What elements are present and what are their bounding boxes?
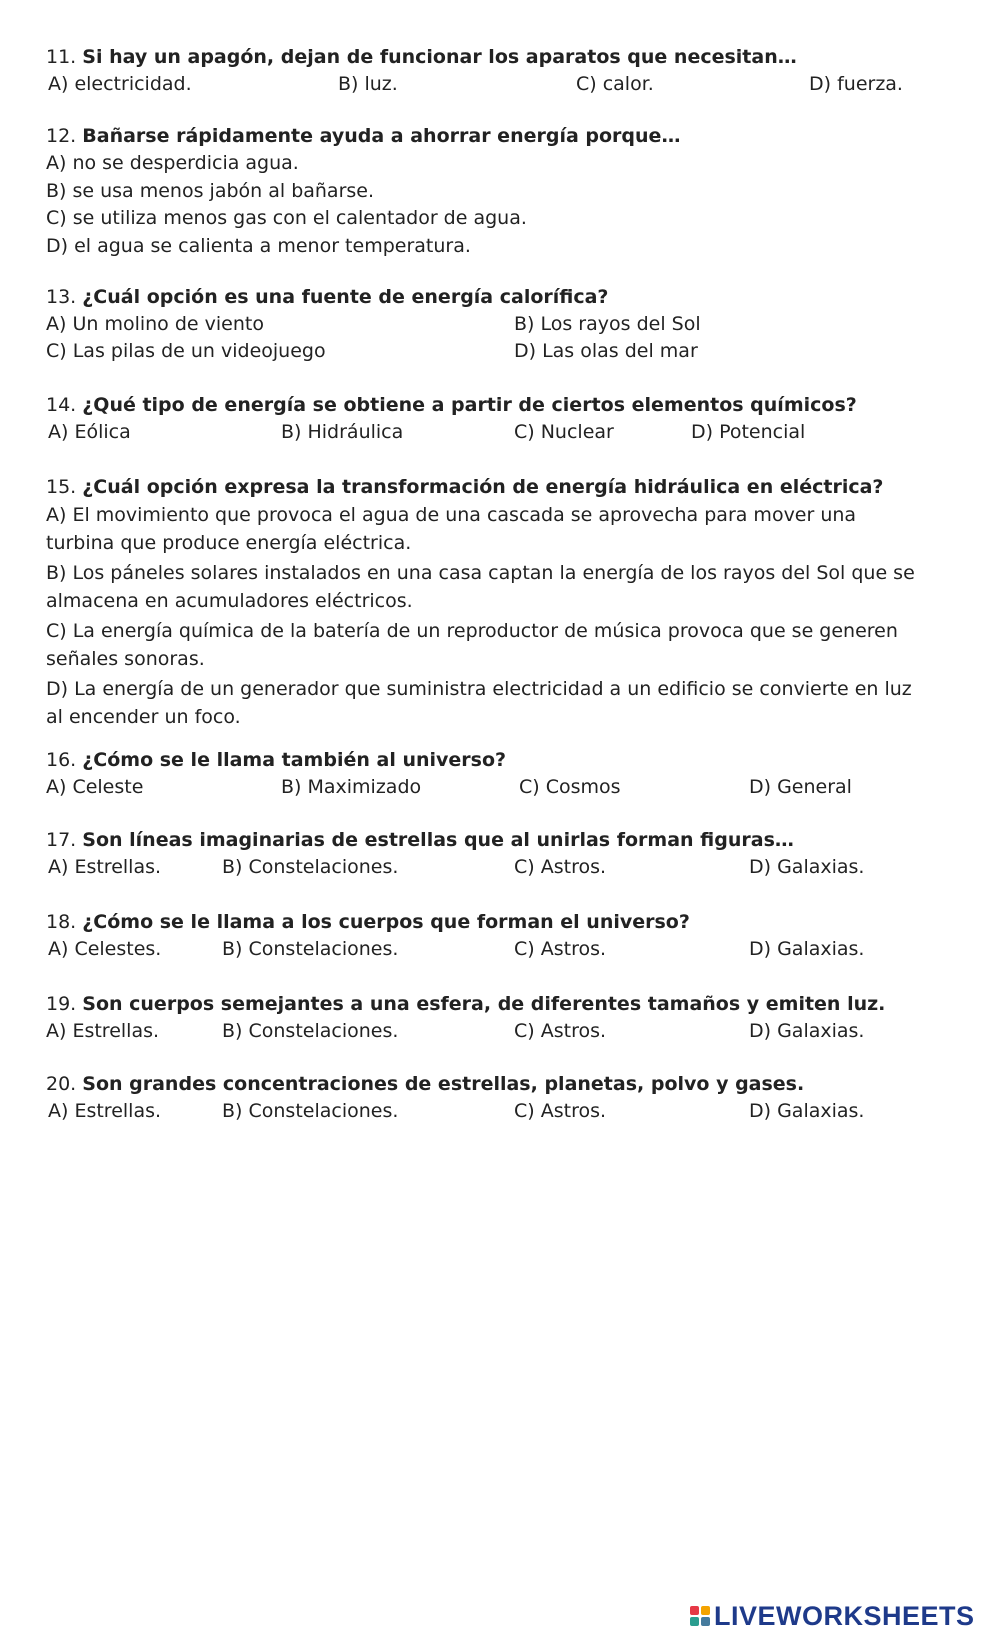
option-d: D) Potencial (691, 421, 806, 443)
option-c: C) se utiliza menos gas con el calentador de agua. (46, 207, 527, 229)
option-c: C) Nuclear (514, 421, 614, 443)
question-text: ¿Qué tipo de energía se obtiene a partir de ciertos elementos químicos? (82, 394, 857, 416)
option-c: C) Las pilas de un videojuego (46, 340, 326, 362)
question-12 (46, 123, 926, 260)
option-b: B) se usa menos jabón al bañarse. (46, 179, 375, 202)
question-number: 11. (46, 46, 77, 68)
question-number: 18. (46, 911, 77, 933)
option-b: B) Constelaciones. (222, 856, 399, 878)
question-20 (46, 1071, 926, 1125)
option-a: A) Celestes. (48, 938, 162, 960)
option-d: D) Galaxias. (749, 1020, 865, 1042)
option-c: C) La energía química de la batería de un reproductor de música provoca que se generen señales sonoras. (46, 620, 898, 670)
option-b: B) luz. (338, 73, 398, 95)
option-a: A) Estrellas. (46, 1020, 160, 1042)
option-c: C) Cosmos (519, 776, 621, 798)
question-19 (46, 991, 926, 1045)
question-13 (46, 284, 926, 365)
option-c: C) calor. (576, 73, 654, 95)
option-a: A) no se desperdicia agua. (46, 152, 299, 174)
question-number: 16. (46, 749, 77, 771)
option-b: B) Maximizado (281, 776, 422, 798)
question-number: 13. (46, 286, 77, 308)
option-d: D) fuerza. (809, 73, 903, 95)
question-text: Son líneas imaginarias de estrellas que al unirlas forman figuras… (82, 829, 794, 851)
option-a: A) Celeste (46, 776, 144, 798)
option-d: D) Galaxias. (749, 856, 865, 878)
question-number: 20. (46, 1073, 77, 1095)
question-text: Si hay un apagón, dejan de funcionar los aparatos que necesitan… (82, 46, 797, 68)
option-d: D) Las olas del mar (514, 340, 698, 362)
option-a: A) Estrellas. (48, 1100, 162, 1122)
option-a: A) Un molino de viento (46, 313, 264, 335)
logo-grid-icon (690, 1606, 710, 1626)
option-d: D) La energía de un generador que suministra electricidad a un edificio se convierte en luz al encender un foco. (46, 678, 912, 728)
option-d: D) Galaxias. (749, 938, 865, 960)
question-text: Son cuerpos semejantes a una esfera, de diferentes tamaños y emiten luz. (82, 993, 886, 1015)
option-c: C) Astros. (514, 1100, 607, 1122)
option-b: B) Los rayos del Sol (514, 313, 701, 335)
liveworksheets-logo (690, 1600, 975, 1632)
option-d: D) General (749, 776, 852, 798)
question-text: Bañarse rápidamente ayuda a ahorrar energía porque… (82, 125, 681, 147)
question-text: ¿Cómo se le llama también al universo? (82, 749, 507, 771)
option-b: B) Los páneles solares instalados en una casa captan la energía de los rayos del Sol que se almacena en acumuladores eléctricos. (46, 562, 915, 612)
logo-text: LIVEWORKSHEETS (714, 1600, 975, 1631)
option-a: A) electricidad. (48, 73, 192, 95)
question-text: ¿Cuál opción es una fuente de energía calorífica? (82, 286, 609, 308)
option-c: C) Astros. (514, 1020, 607, 1042)
option-b: B) Constelaciones. (222, 938, 399, 960)
question-number: 15. (46, 476, 77, 498)
option-b: B) Hidráulica (281, 421, 404, 443)
option-b: B) Constelaciones. (222, 1020, 399, 1042)
option-a: A) Estrellas. (48, 856, 162, 878)
option-d: D) el agua se calienta a menor temperatura. (46, 234, 471, 257)
question-18 (46, 909, 926, 963)
option-d: D) Galaxias. (749, 1100, 865, 1122)
question-17 (46, 827, 926, 881)
question-16 (46, 747, 926, 801)
question-text: ¿Cómo se le llama a los cuerpos que forman el universo? (82, 911, 690, 933)
question-number: 12. (46, 125, 77, 147)
question-11 (46, 44, 926, 98)
question-number: 14. (46, 394, 77, 416)
option-c: C) Astros. (514, 856, 607, 878)
question-text: Son grandes concentraciones de estrellas, planetas, polvo y gases. (82, 1073, 805, 1095)
question-number: 19. (46, 993, 77, 1015)
question-14 (46, 392, 926, 446)
question-number: 17. (46, 829, 77, 851)
question-15 (46, 474, 926, 731)
option-c: C) Astros. (514, 938, 607, 960)
question-text: ¿Cuál opción expresa la transformación de energía hidráulica en eléctrica? (82, 476, 884, 498)
option-a: A) El movimiento que provoca el agua de una cascada se aprovecha para mover una turbina que produce energía eléctrica. (46, 504, 857, 554)
option-b: B) Constelaciones. (222, 1100, 399, 1122)
option-a: A) Eólica (48, 421, 131, 443)
